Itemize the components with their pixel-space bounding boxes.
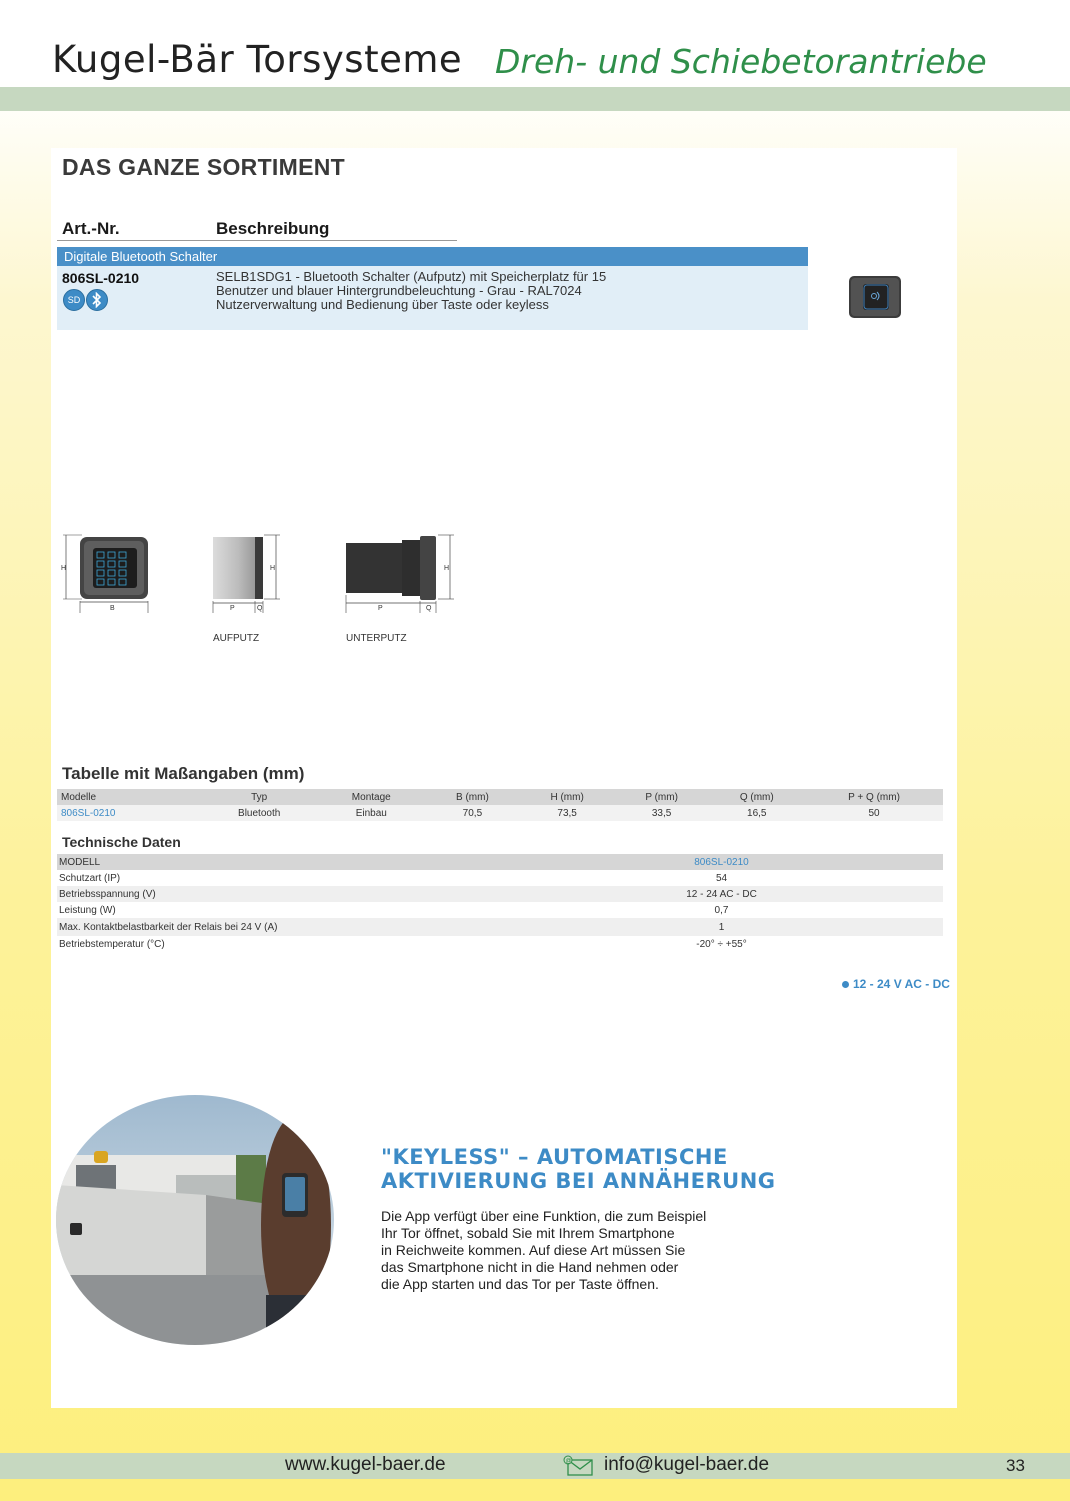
bullet-icon (842, 981, 849, 988)
keyless-heading (381, 1145, 776, 1193)
unterputz-label: UNTERPUTZ (346, 633, 407, 644)
dimension-table (57, 789, 943, 821)
header-band (0, 87, 1070, 111)
bluetooth-icon (86, 289, 108, 311)
svg-text:@: @ (565, 1458, 572, 1465)
mail-icon (562, 1455, 594, 1477)
table-cell: 33,5 (615, 805, 709, 821)
table-row (57, 805, 943, 821)
product-photo (846, 273, 904, 321)
table-header-row (57, 854, 943, 870)
paragraph-line: die App starten und das Tor per Taste öffnen. (381, 1276, 659, 1292)
table-cell: Leistung (W) (57, 902, 500, 918)
product-artnr: 806SL-0210 (62, 270, 140, 286)
page-number: 33 (1006, 1456, 1025, 1475)
table-cell: Bluetooth (201, 805, 317, 821)
table-cell: Einbau (317, 805, 425, 821)
table-row (57, 902, 943, 918)
description-line: Benutzer und blauer Hintergrundbeleuchtung - Grau - RAL7024 (216, 283, 582, 298)
drawing-h-label: H (61, 565, 67, 572)
table-row (57, 870, 943, 886)
front-view-drawing (60, 533, 160, 615)
table-row (57, 936, 943, 952)
tech-data-title: Technische Daten (62, 834, 181, 850)
sortiment-heading: DAS GANZE SORTIMENT (62, 154, 345, 180)
heading-line: "KEYLESS" – AUTOMATISCHE (381, 1145, 728, 1169)
table-header-cell: H (mm) (519, 789, 614, 805)
table-header-row (57, 789, 943, 805)
table-header-cell: Q (mm) (708, 789, 805, 805)
table-cell: 73,5 (519, 805, 614, 821)
table-header-cell: MODELL (57, 854, 500, 870)
paragraph-line: Die App verfügt über eine Funktion, die zum Beispiel (381, 1208, 707, 1224)
table-cell: 12 - 24 AC - DC (500, 886, 943, 902)
header-divider (57, 240, 457, 241)
table-cell: 0,7 (500, 902, 943, 918)
footer-band (0, 1453, 1070, 1479)
table-cell: Betriebstemperatur (°C) (57, 936, 500, 952)
keyless-photo (56, 1095, 334, 1345)
table-header-cell: P + Q (mm) (805, 789, 943, 805)
email-link[interactable]: info@kugel-baer.de (604, 1454, 770, 1475)
dimension-table-title: Tabelle mit Maßangaben (mm) (62, 764, 305, 783)
aufputz-drawing (208, 533, 288, 615)
column-header-artnr: Art.-Nr. (62, 219, 120, 238)
paragraph-line: in Reichweite kommen. Auf diese Art müssen Sie (381, 1242, 686, 1258)
paragraph-line: das Smartphone nicht in die Hand nehmen oder (381, 1259, 679, 1275)
brand-title: Kugel-Bär Torsysteme (52, 38, 463, 81)
drawing-q-label: Q (257, 605, 263, 612)
table-row (57, 886, 943, 902)
table-header-cell: Modelle (57, 789, 201, 805)
heading-line: AKTIVIERUNG BEI ANNÄHERUNG (381, 1169, 776, 1193)
table-cell: 54 (500, 870, 943, 886)
tech-data-table (57, 854, 943, 952)
voltage-badge (842, 977, 950, 991)
description-line: SELB1SDG1 - Bluetooth Schalter (Aufputz) mit Speicherplatz für 15 (216, 269, 607, 284)
drawing-p-label: P (378, 605, 383, 612)
column-header-description: Beschreibung (216, 219, 330, 238)
drawing-h-label: H (444, 565, 450, 572)
drawing-h-label: H (270, 565, 276, 572)
description-line: Nutzerverwaltung und Bedienung über Taste oder keyless (216, 297, 549, 312)
table-cell: -20° ÷ +55° (500, 936, 943, 952)
aufputz-label: AUFPUTZ (213, 633, 260, 644)
sd-card-icon: SD (63, 289, 85, 311)
table-cell: 16,5 (708, 805, 805, 821)
table-cell: 50 (805, 805, 943, 821)
table-header-cell: Montage (317, 789, 425, 805)
paragraph-line: Ihr Tor öffnet, sobald Sie mit Ihrem Smartphone (381, 1225, 675, 1241)
table-header-cell: 806SL-0210 (500, 854, 943, 870)
table-cell: 70,5 (425, 805, 519, 821)
drawing-q-label: Q (426, 605, 432, 612)
table-cell: 1 (500, 918, 943, 936)
drawing-p-label: P (230, 605, 235, 612)
table-header-cell: B (mm) (425, 789, 519, 805)
category-bar: Digitale Bluetooth Schalter (57, 247, 808, 266)
unterputz-drawing (340, 533, 460, 615)
drawing-b-label: B (110, 605, 115, 612)
keyless-paragraph (381, 1208, 706, 1293)
table-cell: Schutzart (IP) (57, 870, 500, 886)
website-link[interactable]: www.kugel-baer.de (285, 1454, 446, 1475)
table-cell: Betriebsspannung (V) (57, 886, 500, 902)
table-header-cell: P (mm) (615, 789, 709, 805)
section-title: Dreh- und Schiebetorantriebe (495, 42, 987, 81)
product-description (216, 270, 776, 312)
table-cell: Max. Kontaktbelastbarkeit der Relais bei 24 V (A) (57, 918, 500, 936)
voltage-badge-text: 12 - 24 V AC - DC (853, 977, 950, 991)
table-row (57, 918, 943, 936)
table-header-cell: Typ (201, 789, 317, 805)
table-cell: 806SL-0210 (57, 805, 201, 821)
